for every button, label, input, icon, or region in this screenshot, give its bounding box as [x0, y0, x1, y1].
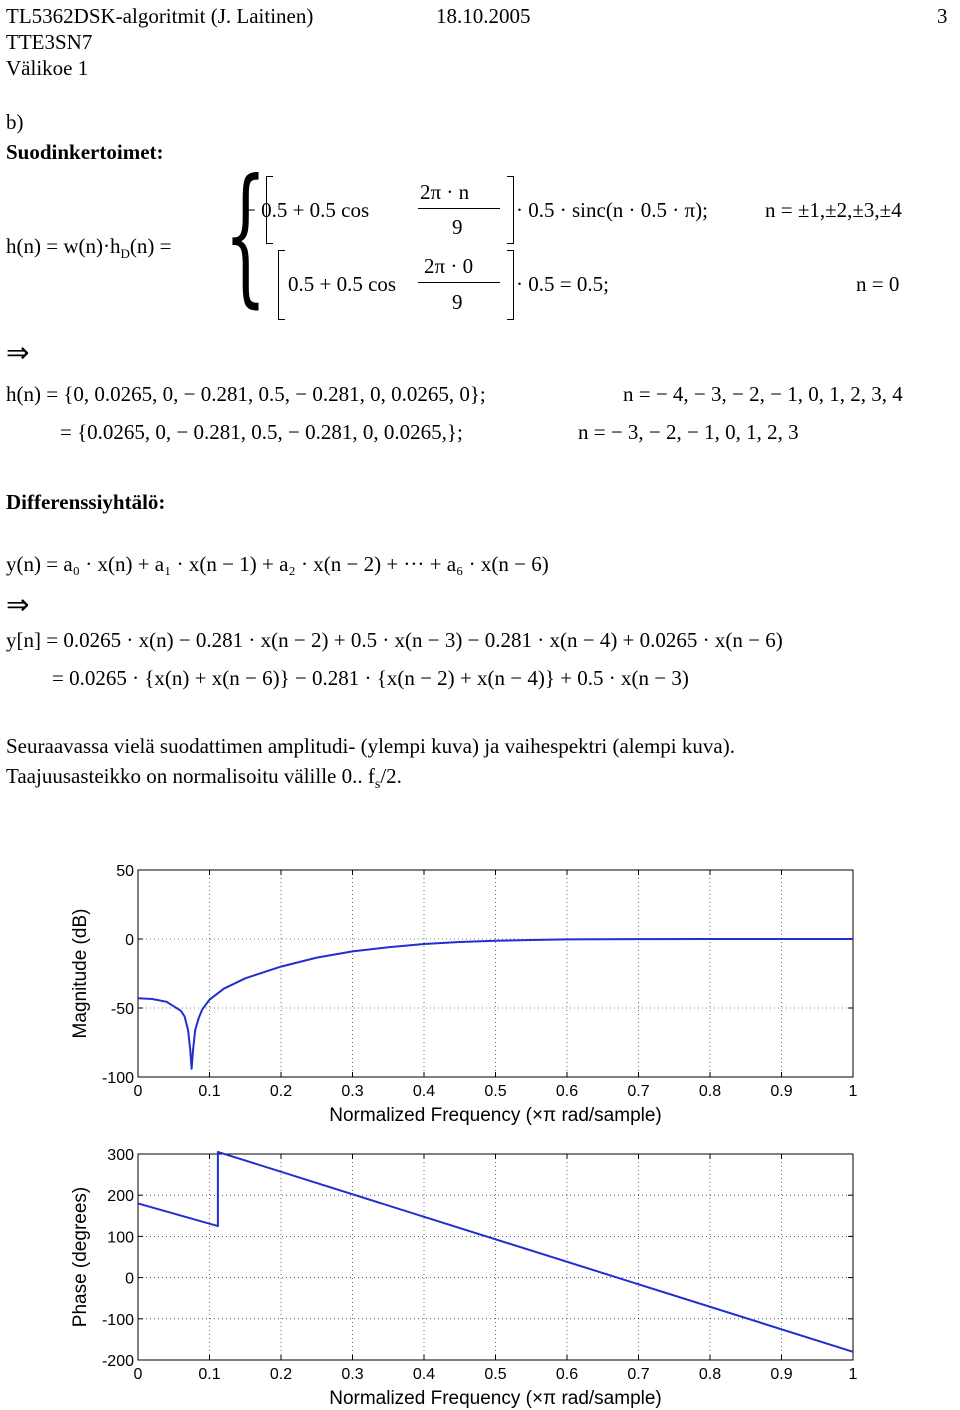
difference-equation-general: y(n) = a₀ · x(n) + a₁ · x(n − 1) + a₂ · x(n − 2) + ··· + a₆ · x(n − 6)	[6, 552, 549, 576]
case2-condition: n = 0	[856, 272, 900, 296]
phase-series-line	[138, 1152, 853, 1352]
phase-xtick-label: 0.8	[698, 1366, 722, 1383]
case1-fraction-denominator: 9	[452, 215, 463, 239]
h-values-line2: = {0.0265, 0, − 0.281, 0.5, − 0.281, 0, 0.0265,};	[60, 420, 463, 444]
header-group: TTE3SN7	[6, 30, 93, 54]
description-line2	[6, 764, 402, 793]
case2-fraction-numerator: 2π · 0	[424, 254, 474, 278]
difference-equation-line1: y[n] = 0.0265 · x(n) − 0.281 · x(n − 2) + 0.5 · x(n − 3) − 0.281 · x(n − 4) + 0.0265 · x(n − 6)	[6, 628, 783, 652]
implies-arrow-2: ⇒	[6, 588, 30, 621]
phase-xtick-label: 0.3	[341, 1366, 364, 1383]
phase-xtick-label: 0.5	[484, 1366, 507, 1383]
header-date: 18.10.2005	[436, 4, 531, 28]
case2-prefix: 0.5 + 0.5 cos	[288, 272, 397, 296]
phase-ytick-label: 100	[107, 1229, 134, 1247]
magnitude-xtick-label: 0.1	[198, 1083, 221, 1100]
phase-xlabel: Normalized Frequency (×π rad/sample)	[329, 1388, 662, 1409]
magnitude-ylabel: Magnitude (dB)	[70, 908, 91, 1039]
case2-bracket-left	[278, 250, 285, 320]
description-line2-text: Taajuusasteikko on normalisoitu välille 0.. f	[6, 764, 375, 788]
description-line1: Seuraavassa vielä suodattimen amplitudi- (ylempi kuva) ja vaihespektri (alempi kuva).	[6, 734, 735, 758]
description-line2-tail: /2.	[380, 764, 402, 788]
header-page-number: 3	[937, 4, 948, 28]
magnitude-xtick-label: 1	[848, 1083, 858, 1100]
section-label: b)	[6, 110, 24, 134]
magnitude-xtick-label: 0	[133, 1083, 143, 1100]
magnitude-ytick-label: 0	[125, 932, 134, 949]
magnitude-xtick-label: 0.9	[770, 1083, 793, 1100]
phase-xtick-label: 0.6	[555, 1366, 579, 1383]
h-lhs-subscript: D	[120, 246, 130, 262]
case1-prefix: − 0.5 + 0.5 cos	[244, 198, 370, 222]
case2-fraction-bar	[418, 282, 500, 283]
magnitude-xlabel: Normalized Frequency (×π rad/sample)	[329, 1105, 662, 1126]
phase-ylabel: Phase (degrees)	[70, 1186, 91, 1328]
magnitude-ytick-label: -50	[110, 1001, 134, 1018]
h-lhs-text: h(n) = w(n)·h	[6, 234, 121, 258]
phase-ytick-label: -100	[101, 1311, 134, 1329]
magnitude-xtick-label: 0.5	[484, 1083, 507, 1100]
phase-frame	[138, 1154, 853, 1360]
magnitude-ytick-label: -100	[101, 1070, 134, 1087]
phase-xtick-label: 0.7	[627, 1366, 650, 1383]
header-exam: Välikoe 1	[6, 56, 89, 80]
case1-bracket-right	[507, 176, 514, 244]
magnitude-xtick-label: 0.7	[627, 1083, 650, 1100]
magnitude-xtick-label: 0.4	[412, 1083, 436, 1100]
magnitude-xtick-label: 0.2	[269, 1083, 293, 1100]
phase-ytick-label: -200	[101, 1353, 134, 1370]
phase-chart	[0, 1120, 960, 1410]
h-values-line1: h(n) = {0, 0.0265, 0, − 0.281, 0.5, − 0.281, 0, 0.0265, 0};	[6, 382, 486, 406]
magnitude-xtick-label: 0.3	[341, 1083, 364, 1100]
case2-bracket-right	[507, 250, 514, 320]
phase-xtick-label: 0.4	[412, 1366, 436, 1383]
phase-ytick-label: 0	[125, 1270, 134, 1288]
phase-xtick-label: 0.9	[770, 1366, 793, 1383]
magnitude-frame	[138, 870, 853, 1077]
case1-bracket-left	[266, 176, 273, 244]
case2-postfix: · 0.5 = 0.5;	[516, 272, 609, 296]
magnitude-chart	[0, 840, 960, 1140]
description-line2-subscript: s	[374, 777, 381, 793]
h-values-line2-indices: n = − 3, − 2, − 1, 0, 1, 2, 3	[578, 420, 799, 444]
magnitude-xtick-label: 0.6	[555, 1083, 579, 1100]
phase-xtick-label: 0	[133, 1366, 143, 1383]
difference-equation-heading: Differenssiyhtälö:	[6, 490, 166, 514]
implies-arrow-1: ⇒	[6, 336, 30, 369]
case1-fraction-numerator: 2π · n	[420, 180, 470, 204]
phase-ytick-label: 200	[107, 1188, 134, 1206]
difference-equation-line2: = 0.0265 · {x(n) + x(n − 6)} − 0.281 · {x(n − 2) + x(n − 4)} + 0.5 · x(n − 3)	[52, 666, 689, 690]
header-course: TL5362DSK-algoritmit (J. Laitinen)	[6, 4, 314, 28]
h-values-line1-indices: n = − 4, − 3, − 2, − 1, 0, 1, 2, 3, 4	[623, 382, 903, 406]
case1-fraction-bar	[418, 208, 500, 209]
phase-xtick-label: 0.2	[269, 1366, 293, 1383]
phase-xtick-label: 0.1	[198, 1366, 221, 1383]
phase-ytick-label: 300	[107, 1147, 134, 1164]
magnitude-xtick-label: 0.8	[698, 1083, 722, 1100]
case1-condition: n = ±1,±2,±3,±4	[765, 198, 902, 222]
case1-postfix: · 0.5 · sinc(n · 0.5 · π);	[516, 198, 708, 222]
h-definition-lhs	[6, 234, 171, 262]
magnitude-ytick-label: 50	[116, 863, 134, 880]
case2-fraction-denominator: 9	[452, 290, 463, 314]
h-lhs-tail: (n) =	[129, 234, 172, 258]
coefficients-heading: Suodinkertoimet:	[6, 140, 164, 164]
piecewise-brace: {	[224, 148, 267, 322]
phase-xtick-label: 1	[848, 1366, 858, 1383]
